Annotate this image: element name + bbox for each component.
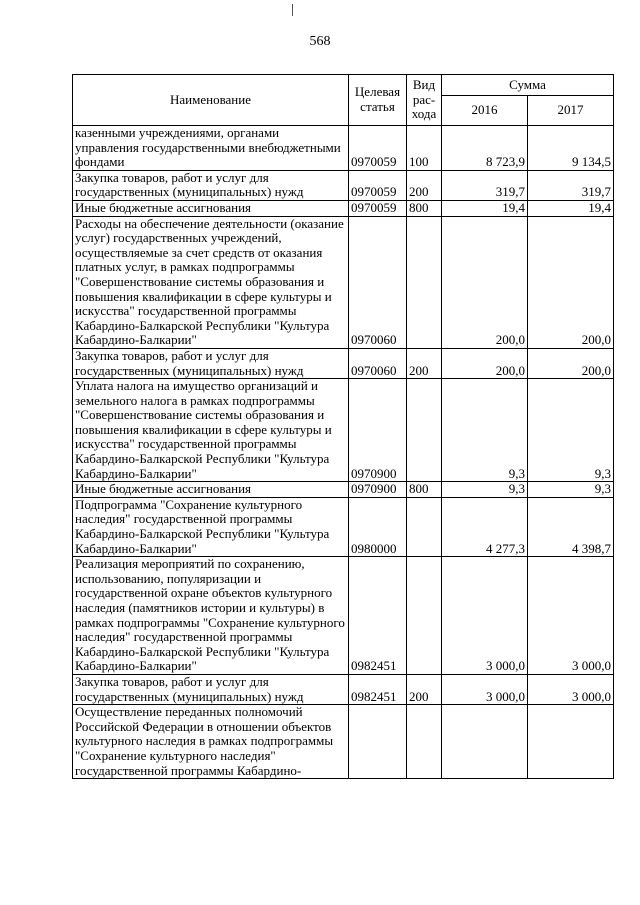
row-sum-2017: 9,3	[528, 379, 614, 482]
table-row	[73, 348, 614, 378]
row-target-article: 0970060	[349, 216, 407, 348]
row-target-article: 0970059	[349, 126, 407, 171]
row-sum-2016: 8 723,9	[442, 126, 528, 171]
table-row	[73, 216, 614, 348]
row-sum-2016: 200,0	[442, 348, 528, 378]
row-name: Иные бюджетные ассигнования	[73, 482, 349, 498]
row-sum-2016: 319,7	[442, 170, 528, 200]
row-expense-type: 100	[407, 126, 442, 171]
row-sum-2016: 3 000,0	[442, 674, 528, 704]
header-expense-type: Вид рас-хода	[407, 75, 442, 126]
table-row	[73, 557, 614, 675]
table-row	[73, 379, 614, 482]
row-name: Реализация мероприятий по сохранению, использованию, популяризации и государственной охране объектов культурного наследия (памятников истории и культуры) в рамках подпрограммы "Сохранение культурного наследия" государственной программы Кабардино-Балкарской Республики "Культура Кабардино-Балкарии"	[73, 557, 349, 675]
row-name: Иные бюджетные ассигнования	[73, 200, 349, 216]
header-name: Наименование	[73, 75, 349, 126]
header-year-2017: 2017	[528, 96, 614, 126]
row-sum-2016: 3 000,0	[442, 557, 528, 675]
header-target-article: Целевая статья	[349, 75, 407, 126]
row-name: Подпрограмма "Сохранение культурного наследия" государственной программы Кабардино-Балкарской Республики "Культура Кабардино-Балкарии"	[73, 497, 349, 556]
row-expense-type: 800	[407, 482, 442, 498]
row-target-article: 0970900	[349, 379, 407, 482]
row-sum-2017: 3 000,0	[528, 674, 614, 704]
row-sum-2017: 9,3	[528, 482, 614, 498]
row-name: Осуществление переданных полномочий Российской Федерации в отношении объектов культурного наследия в рамках подпрограммы "Сохранение культурного наследия" государственной программы Кабардино-	[73, 705, 349, 779]
row-expense-type	[407, 557, 442, 675]
row-target-article: 0982451	[349, 557, 407, 675]
row-name: Уплата налога на имущество организаций и земельного налога в рамках подпрограммы "Совершенствование системы образования и повышения квалификации в сфере культуры и искусства" государственной программы Кабардино-Балкарской Республики "Культура Кабардино-Балкарии"	[73, 379, 349, 482]
page-number: 568	[309, 34, 331, 49]
row-sum-2016: 9,3	[442, 379, 528, 482]
row-sum-2017: 319,7	[528, 170, 614, 200]
row-sum-2017: 4 398,7	[528, 497, 614, 556]
row-target-article	[349, 705, 407, 779]
row-expense-type: 200	[407, 170, 442, 200]
row-name: казенными учреждениями, органами управления государственными внебюджетными фондами	[73, 126, 349, 171]
table-row	[73, 482, 614, 498]
table-row	[73, 674, 614, 704]
row-sum-2016: 4 277,3	[442, 497, 528, 556]
row-name: Расходы на обеспечение деятельности (оказание услуг) государственных учреждений, осуществляемые за счет средств от оказания платных услуг, в рамках подпрограммы "Совершенствование системы образования и повышения квалификации в сфере культуры и искусства" государственной программы Кабардино-Балкарской Республики "Культура Кабардино-Балкарии"	[73, 216, 349, 348]
budget-table	[72, 74, 614, 779]
header-year-2016: 2016	[442, 96, 528, 126]
row-sum-2017: 200,0	[528, 216, 614, 348]
row-target-article: 0970900	[349, 482, 407, 498]
row-target-article: 0982451	[349, 674, 407, 704]
row-target-article: 0980000	[349, 497, 407, 556]
row-sum-2017: 19,4	[528, 200, 614, 216]
row-target-article: 0970059	[349, 170, 407, 200]
row-sum-2016: 9,3	[442, 482, 528, 498]
row-expense-type	[407, 497, 442, 556]
row-expense-type	[407, 379, 442, 482]
table-row	[73, 170, 614, 200]
row-sum-2016	[442, 705, 528, 779]
row-name: Закупка товаров, работ и услуг для государственных (муниципальных) нужд	[73, 170, 349, 200]
row-expense-type	[407, 705, 442, 779]
row-sum-2017: 200,0	[528, 348, 614, 378]
row-name: Закупка товаров, работ и услуг для государственных (муниципальных) нужд	[73, 348, 349, 378]
row-sum-2017: 3 000,0	[528, 557, 614, 675]
row-sum-2017: 9 134,5	[528, 126, 614, 171]
table-row	[73, 200, 614, 216]
row-expense-type: 200	[407, 348, 442, 378]
table-row	[73, 126, 614, 171]
row-sum-2016: 19,4	[442, 200, 528, 216]
row-expense-type: 800	[407, 200, 442, 216]
row-expense-type	[407, 216, 442, 348]
table-row	[73, 497, 614, 556]
scan-mark	[292, 4, 293, 16]
row-sum-2016: 200,0	[442, 216, 528, 348]
row-name: Закупка товаров, работ и услуг для государственных (муниципальных) нужд	[73, 674, 349, 704]
row-target-article: 0970059	[349, 200, 407, 216]
row-sum-2017	[528, 705, 614, 779]
table-row	[73, 705, 614, 779]
row-target-article: 0970060	[349, 348, 407, 378]
header-sum: Сумма	[442, 75, 614, 96]
row-expense-type: 200	[407, 674, 442, 704]
